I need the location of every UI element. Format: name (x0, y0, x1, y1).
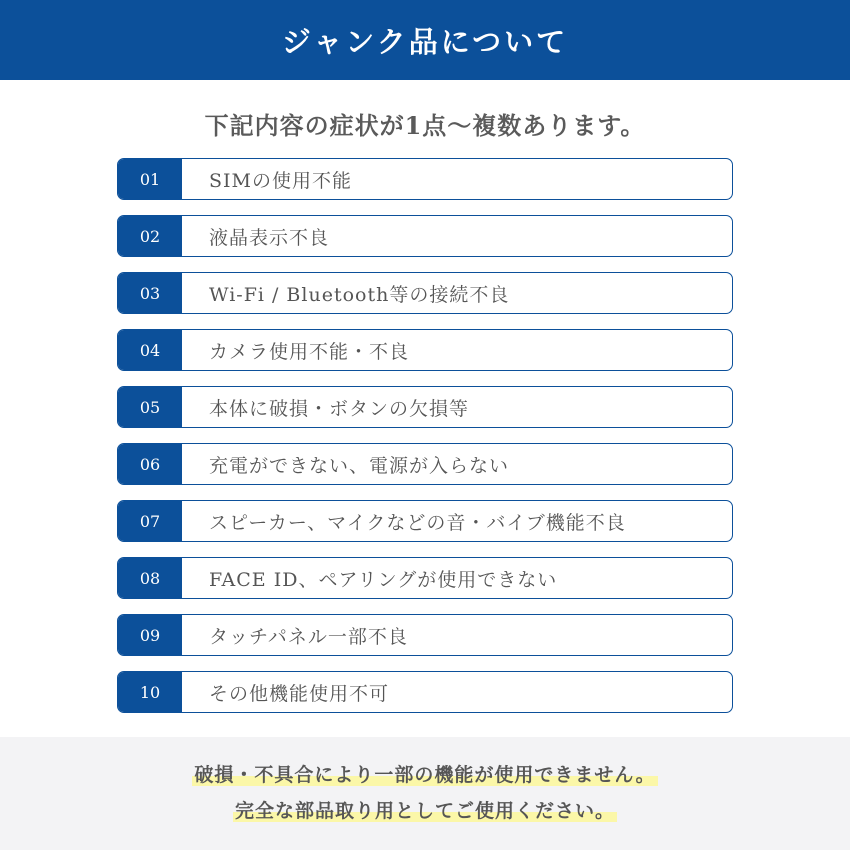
symptom-list (117, 158, 733, 728)
header-banner (0, 0, 850, 80)
list-item (117, 386, 733, 428)
item-number: 10 (118, 672, 182, 712)
item-number: 08 (118, 558, 182, 598)
list-item (117, 158, 733, 200)
subtitle: 下記内容の症状が1点〜複数あります。 (204, 111, 646, 140)
item-number: 03 (118, 273, 182, 313)
item-text: その他機能使用不可 (209, 682, 390, 705)
item-text: 液晶表示不良 (209, 226, 330, 249)
list-item (117, 215, 733, 257)
item-number: 07 (118, 501, 182, 541)
highlighted-text: 完全な部品取り用としてご使用ください。 (234, 800, 615, 822)
item-text: 充電ができない、電源が入らない (209, 454, 510, 477)
footer-panel (0, 737, 850, 850)
footer-note-2 (0, 796, 850, 823)
item-text: Wi-Fi / Bluetooth等の接続不良 (209, 283, 510, 306)
list-item (117, 443, 733, 485)
item-number: 05 (118, 387, 182, 427)
item-number: 04 (118, 330, 182, 370)
item-text: スピーカー、マイクなどの音・バイブ機能不良 (209, 511, 626, 534)
item-number: 02 (118, 216, 182, 256)
item-text: タッチパネル一部不良 (209, 625, 408, 648)
item-text: 本体に破損・ボタンの欠損等 (209, 397, 470, 420)
list-item (117, 272, 733, 314)
list-item (117, 671, 733, 713)
item-number: 06 (118, 444, 182, 484)
footer-note-1 (0, 760, 850, 787)
item-text: SIMの使用不能 (209, 169, 352, 192)
page-title: ジャンク品について (281, 24, 569, 59)
item-text: FACE ID、ペアリングが使用できない (209, 568, 558, 591)
list-item (117, 557, 733, 599)
list-item (117, 614, 733, 656)
highlighted-text: 破損・不具合により一部の機能が使用できません。 (194, 764, 656, 786)
item-number: 09 (118, 615, 182, 655)
list-item (117, 329, 733, 371)
item-number: 01 (118, 159, 182, 199)
item-text: カメラ使用不能・不良 (209, 340, 410, 363)
list-item (117, 500, 733, 542)
